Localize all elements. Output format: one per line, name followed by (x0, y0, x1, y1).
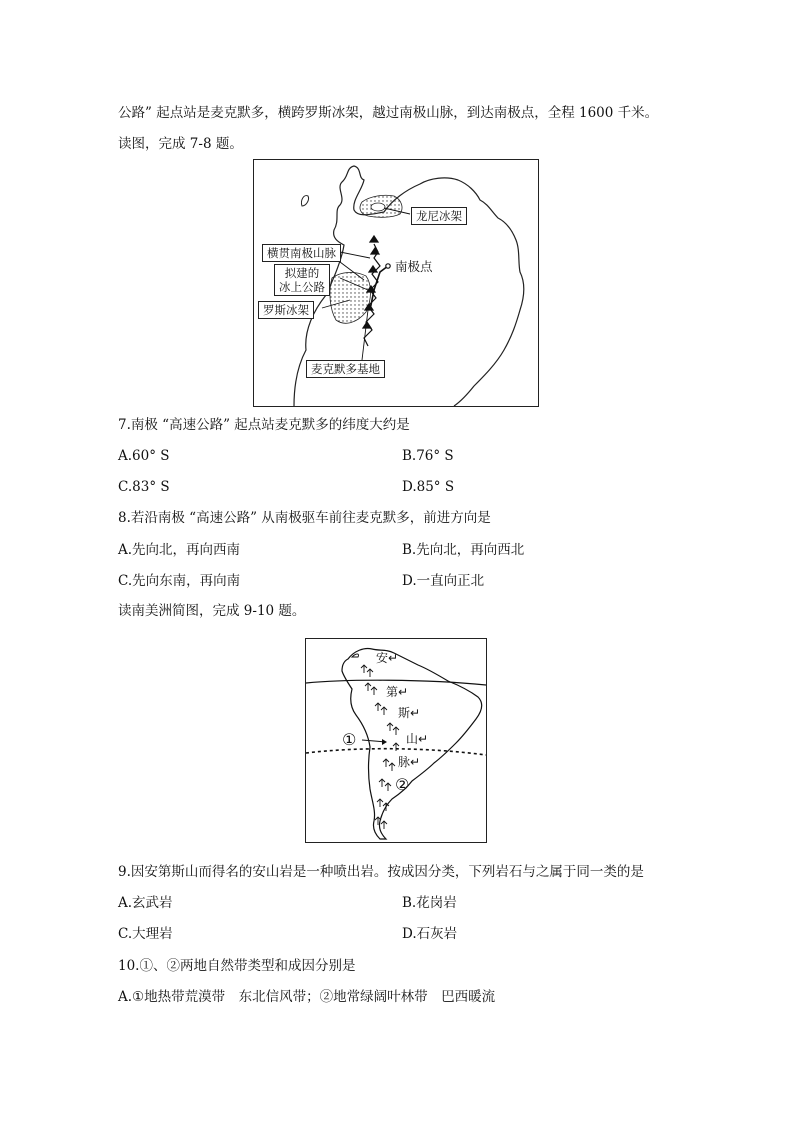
marker-1: ① (342, 730, 357, 749)
q8-option-a: A.先向北，再向西南 (118, 542, 241, 558)
q9-option-a: A.玄武岩 (118, 895, 173, 911)
antarctic-peninsula (301, 196, 308, 206)
q7-stem: 7.南极 “高速公路” 起点站麦克默多的纬度大约是 (118, 417, 410, 433)
south-pole-point (386, 264, 390, 268)
andes-char-5: 脉↵ (398, 755, 421, 769)
label-road-line-2: 冰上公路 (279, 280, 325, 294)
antarctica-map (253, 159, 539, 407)
q7-option-d: D.85° S (402, 479, 455, 495)
andes-char-4: 山↵ (406, 732, 429, 746)
q8-option-b: B.先向北，再向西北 (402, 542, 525, 558)
intro-line-1: 公路” 起点站是麦克默多，横跨罗斯冰架，越过南极山脉，到达南极点，全程 1600 千米。 (118, 105, 659, 121)
label-ross-ice-shelf: 罗斯冰架 (258, 301, 314, 319)
intro-9-10: 读南美洲简图，完成 9-10 题。 (118, 603, 306, 619)
ross-ice-shelf (330, 272, 371, 323)
q10-stem: 10.①、②两地自然带类型和成因分别是 (118, 958, 356, 974)
label-planned-ice-road (274, 264, 330, 296)
label-transantarctic-mountains: 横贯南极山脉 (262, 244, 341, 262)
q9-option-c: C.大理岩 (118, 926, 173, 942)
q8-stem: 8.若沿南极 “高速公路” 从南极驱车前往麦克默多，前进方向是 (118, 510, 491, 526)
q7-option-c: C.83° S (118, 479, 170, 495)
q7-option-a: A.60° S (118, 448, 170, 464)
q9-stem: 9.因安第斯山而得名的安山岩是一种喷出岩。按成因分类，下列岩石与之属于同一类的是 (118, 864, 644, 880)
andes-char-3: 斯↵ (398, 706, 421, 720)
south-america-map (305, 638, 487, 843)
q8-option-c: C.先向东南，再向南 (118, 573, 241, 589)
q10-option-a: A.①地热带荒漠带 东北信风带；②地常绿阔叶林带 巴西暖流 (118, 989, 496, 1005)
andes-char-2: 第↵ (386, 685, 409, 699)
q8-option-d: D.一直向正北 (402, 573, 485, 589)
label-road-line-1: 拟建的 (284, 266, 320, 280)
andes-char-1: 安↵ (376, 651, 399, 665)
q7-option-b: B.76° S (402, 448, 454, 464)
south-america-map-svg (306, 639, 486, 842)
label-south-pole: 南极点 (395, 259, 433, 274)
intro-line-2: 读图，完成 7-8 题。 (118, 136, 243, 152)
marker-2: ② (395, 775, 410, 794)
q9-option-b: B.花岗岩 (402, 895, 457, 911)
label-ronne-ice-shelf: 龙尼冰架 (411, 207, 467, 225)
label-mcmurdo-base: 麦克默多基地 (306, 360, 385, 378)
q9-option-d: D.石灰岩 (402, 926, 458, 942)
